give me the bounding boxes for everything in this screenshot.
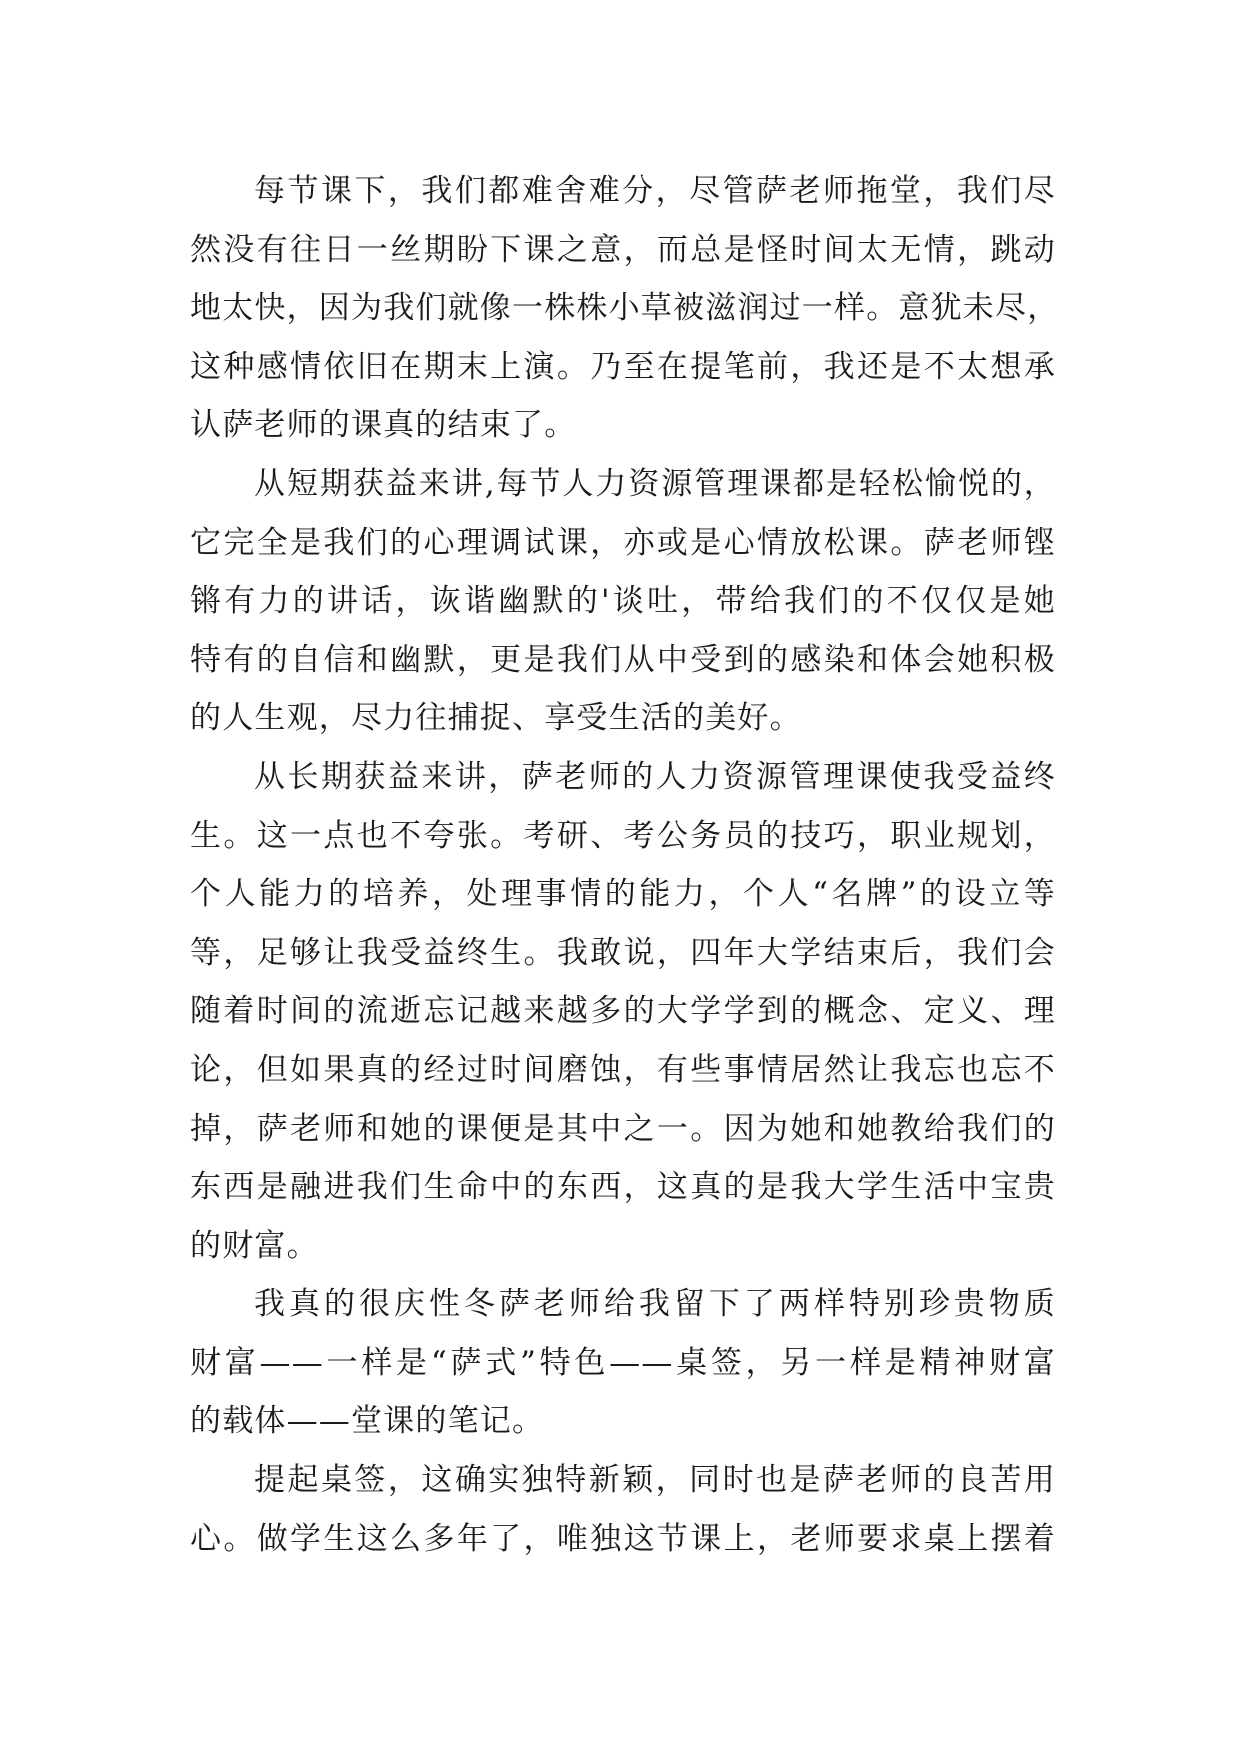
paragraph-line: 我真的很庆性冬萨老师给我留下了两样特别珍贵物质 — [254, 1286, 1056, 1323]
paragraph-2 — [190, 455, 1056, 748]
paragraph-line: 等，足够让我受益终生。我敢说，四年大学结束后，我们会 — [190, 934, 1056, 971]
paragraph-line: 然没有往日一丝期盼下课之意，而总是怪时间太无情，跳动 — [190, 231, 1056, 268]
paragraph-line: 认萨老师的课真的结束了。 — [190, 407, 577, 444]
paragraph-line: 的人生观，尽力往捕捉、享受生活的美好。 — [190, 700, 802, 737]
paragraph-line: 的载体——堂课的笔记。 — [190, 1403, 545, 1440]
paragraph-line: 掉，萨老师和她的课便是其中之一。因为她和她教给我们的 — [190, 1110, 1056, 1147]
paragraph-3 — [190, 748, 1056, 1275]
paragraph-line: 锵有力的讲话，诙谐幽默的'谈吐，带给我们的不仅仅是她 — [190, 583, 1056, 620]
paragraph-line: 特有的自信和幽默，更是我们从中受到的感染和体会她积极 — [190, 641, 1056, 678]
paragraph-5 — [190, 1451, 1056, 1568]
paragraph-1 — [190, 162, 1060, 455]
paragraph-line: 这种感情依旧在期末上演。乃至在提笔前，我还是不太想承 — [190, 348, 1056, 385]
document-body — [190, 162, 1060, 1568]
paragraph-line: 地太快，因为我们就像一株株小草被滋润过一样。意犹未尽， — [190, 290, 1060, 327]
paragraph-line: 它完全是我们的心理调试课，亦或是心情放松课。萨老师铿 — [190, 524, 1056, 561]
paragraph-line: 每节课下，我们都难舍难分，尽管萨老师拖堂，我们尽 — [254, 173, 1056, 209]
paragraph-line: 提起桌签，这确实独特新颖，同时也是萨老师的良苦用 — [254, 1462, 1056, 1499]
paragraph-line: 个人能力的培养，处理事情的能力，个人“名牌”的设立等 — [190, 876, 1056, 913]
paragraph-line: 论，但如果真的经过时间磨蚀，有些事情居然让我忘也忘不 — [190, 1051, 1056, 1088]
paragraph-line: 东西是融进我们生命中的东西，这真的是我大学生活中宝贵 — [190, 1169, 1056, 1206]
paragraph-line: 财富——一样是“萨式”特色——桌签，另一样是精神财富 — [190, 1344, 1056, 1381]
paragraph-line: 从短期获益来讲,每节人力资源管理课都是轻松愉悦的， — [254, 465, 1056, 502]
paragraph-line: 的财富。 — [190, 1227, 319, 1264]
paragraph-line: 心。做学生这么多年了，唯独这节课上，老师要求桌上摆着 — [190, 1520, 1056, 1557]
paragraph-line: 从长期获益来讲，萨老师的人力资源管理课使我受益终 — [254, 758, 1056, 795]
paragraph-line: 随着时间的流逝忘记越来越多的大学学到的概念、定义、理 — [190, 993, 1056, 1030]
paragraph-4 — [190, 1275, 1056, 1451]
paragraph-line: 生。这一点也不夸张。考研、考公务员的技巧，职业规划， — [190, 817, 1056, 854]
